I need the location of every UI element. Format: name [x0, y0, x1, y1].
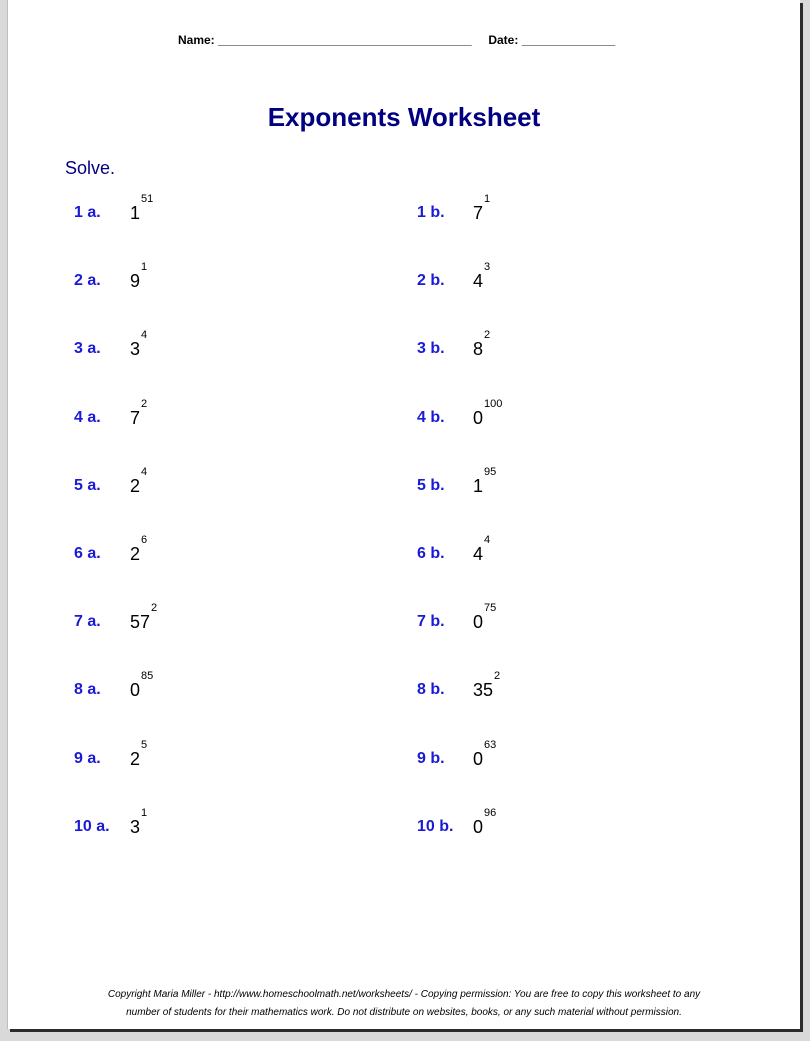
problem-base: 0: [473, 408, 484, 428]
problem-label: 9 a.: [74, 750, 101, 767]
problem-expression: [473, 670, 501, 701]
problem-base: 9: [130, 271, 141, 291]
problem-base: 7: [473, 203, 484, 223]
problem-base: 1: [473, 476, 484, 496]
problem-exponent: 3: [484, 261, 491, 273]
problem-expression: [130, 398, 148, 429]
name-date-line: [178, 33, 615, 47]
problem-exponent: 75: [484, 602, 497, 614]
problem-label: 8 b.: [417, 681, 445, 698]
problem-label: 1 b.: [417, 204, 445, 221]
problem-exponent: 2: [494, 670, 501, 682]
problem-expression: [473, 193, 491, 224]
problem-base: 2: [130, 749, 141, 769]
problem-base: 7: [130, 408, 141, 428]
problem-label: 2 b.: [417, 272, 445, 289]
problem-exponent: 5: [141, 739, 148, 751]
problem-base: 3: [130, 817, 141, 837]
problem-exponent: 2: [484, 329, 491, 341]
problem-expression: [473, 466, 497, 497]
problem-expression: [473, 329, 491, 360]
problem-exponent: 4: [141, 329, 148, 341]
problem-base: 57: [130, 612, 151, 632]
problem-label: 7 a.: [74, 613, 101, 630]
name-label: Name:: [178, 33, 215, 47]
footer-line-1: Copyright Maria Miller - http://www.homeschoolmath.net/worksheets/ - Copying permission: You are free to copy this worksheet to any: [107, 989, 701, 1000]
date-blank: ______________: [521, 33, 616, 47]
problem-expression: [473, 807, 497, 838]
problem-label: 8 a.: [74, 681, 101, 698]
problem-base: 3: [130, 339, 141, 359]
problem-base: 0: [473, 817, 484, 837]
problem-expression: [473, 398, 503, 429]
problem-exponent: 1: [141, 261, 148, 273]
problem-label: 3 a.: [74, 340, 101, 357]
worksheet-page: [7, 0, 800, 1029]
problem-exponent: 4: [484, 534, 491, 546]
worksheet-title: Exponents Worksheet: [267, 102, 541, 132]
problem-label: 4 b.: [417, 409, 445, 426]
problem-label: 6 b.: [417, 545, 445, 562]
problem-label: 5 a.: [74, 477, 101, 494]
problem-expression: [473, 534, 491, 565]
copyright-footer: [8, 986, 800, 1022]
problem-exponent: 100: [484, 398, 503, 410]
problem-exponent: 2: [141, 398, 148, 410]
problem-label: 9 b.: [417, 750, 445, 767]
problem-expression: [130, 534, 148, 565]
problem-exponent: 1: [484, 193, 491, 205]
problem-label: 6 a.: [74, 545, 101, 562]
footer-line-2: number of students for their mathematics work. Do not distribute on websites, books, or any such material without permission.: [126, 1007, 682, 1018]
problem-expression: [130, 739, 148, 770]
problem-exponent: 51: [141, 193, 154, 205]
problem-expression: [130, 329, 148, 360]
problem-base: 0: [473, 612, 484, 632]
problem-expression: [473, 602, 497, 633]
problem-expression: [130, 261, 148, 292]
problem-expression: [130, 466, 148, 497]
date-label: Date:: [488, 33, 519, 47]
problem-exponent: 63: [484, 739, 497, 751]
problem-expression: [130, 602, 158, 633]
problem-exponent: 85: [141, 670, 154, 682]
instructions: Solve.: [65, 158, 116, 178]
problem-base: 0: [130, 680, 141, 700]
problem-exponent: 96: [484, 807, 497, 819]
problem-expression: [130, 670, 154, 701]
problem-base: 2: [130, 544, 141, 564]
problem-expression: [473, 261, 491, 292]
problem-exponent: 4: [141, 466, 148, 478]
problem-label: 4 a.: [74, 409, 101, 426]
problem-expression: [130, 807, 148, 838]
problem-exponent: 1: [141, 807, 148, 819]
problem-exponent: 6: [141, 534, 148, 546]
problem-expression: [130, 193, 154, 224]
problem-base: 4: [473, 544, 484, 564]
problem-base: 8: [473, 339, 484, 359]
problem-label: 5 b.: [417, 477, 445, 494]
problem-label: 7 b.: [417, 613, 445, 630]
problem-base: 35: [473, 680, 494, 700]
problem-exponent: 2: [151, 602, 158, 614]
problem-label: 2 a.: [74, 272, 101, 289]
problem-base: 4: [473, 271, 484, 291]
problem-label: 10 b.: [417, 818, 454, 835]
name-blank: ______________________________________: [218, 33, 472, 47]
problem-base: 2: [130, 476, 141, 496]
problem-expression: [473, 739, 497, 770]
problem-label: 3 b.: [417, 340, 445, 357]
problem-label: 1 a.: [74, 204, 101, 221]
problem-exponent: 95: [484, 466, 497, 478]
problem-base: 1: [130, 203, 141, 223]
problem-label: 10 a.: [74, 818, 110, 835]
problem-base: 0: [473, 749, 484, 769]
